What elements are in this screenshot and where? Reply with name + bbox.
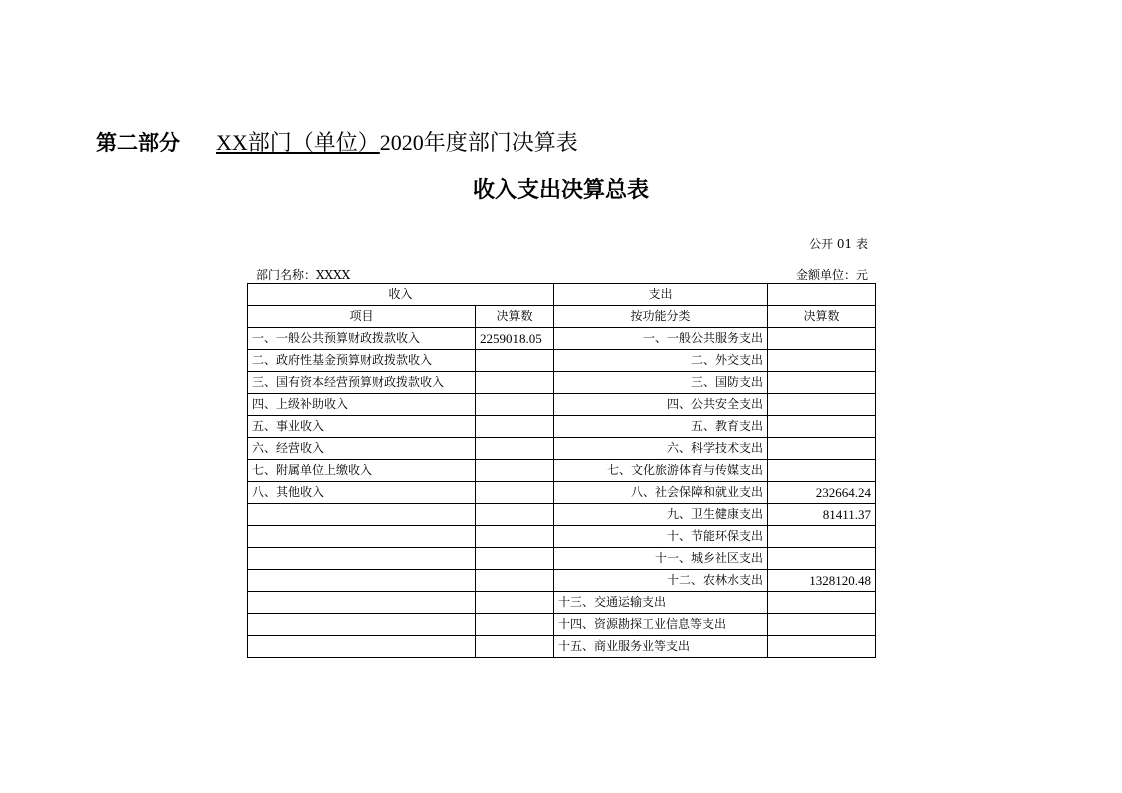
income-amount-cell	[476, 394, 554, 416]
col-item-header: 项目	[248, 306, 476, 328]
col-amount-header: 决算数	[476, 306, 554, 328]
income-item-cell: 八、其他收入	[248, 482, 476, 504]
expense-item-cell: 十三、交通运输支出	[554, 592, 768, 614]
currency-unit-label: 金额单位：元	[795, 268, 868, 282]
col-amount2-header: 决算数	[768, 306, 876, 328]
table-row	[248, 460, 876, 482]
expense-item-cell: 十二、农林水支出	[554, 570, 768, 592]
table-row	[248, 526, 876, 548]
expense-item-cell: 八、社会保障和就业支出	[554, 482, 768, 504]
income-amount-cell	[476, 504, 554, 526]
document-heading	[96, 126, 578, 157]
income-amount-cell	[476, 548, 554, 570]
table-row	[248, 372, 876, 394]
income-amount-cell	[476, 350, 554, 372]
table-row	[248, 416, 876, 438]
department-name-label: 部门名称：XXXX	[256, 268, 351, 282]
expense-amount-cell	[768, 460, 876, 482]
income-amount-cell: 2259018.05	[476, 328, 554, 350]
income-item-cell	[248, 548, 476, 570]
expense-amount-cell	[768, 328, 876, 350]
expense-item-cell: 三、国防支出	[554, 372, 768, 394]
expense-item-cell: 五、教育支出	[554, 416, 768, 438]
table-row	[248, 636, 876, 658]
heading-year-title: 2020年度部门决算表	[379, 130, 578, 155]
table-row	[248, 614, 876, 636]
expense-amount-cell: 1328120.48	[768, 570, 876, 592]
expense-amount-cell	[768, 526, 876, 548]
income-amount-cell	[476, 482, 554, 504]
expense-amount-cell	[768, 636, 876, 658]
income-amount-cell	[476, 460, 554, 482]
expense-amount-cell	[768, 350, 876, 372]
income-amount-cell	[476, 592, 554, 614]
income-item-cell	[248, 614, 476, 636]
col-function-header: 按功能分类	[554, 306, 768, 328]
income-expense-table	[247, 283, 876, 658]
expense-amount-cell	[768, 614, 876, 636]
expense-amount-cell	[768, 438, 876, 460]
column-header-row	[248, 306, 876, 328]
income-item-cell: 五、事业收入	[248, 416, 476, 438]
income-amount-cell	[476, 614, 554, 636]
expense-item-cell: 二、外交支出	[554, 350, 768, 372]
expense-amount-cell	[768, 394, 876, 416]
income-amount-cell	[476, 526, 554, 548]
expense-item-cell: 十、节能环保支出	[554, 526, 768, 548]
expense-item-cell: 十四、资源勘探工业信息等支出	[554, 614, 768, 636]
blank-header-cell	[768, 284, 876, 306]
table-title: 收入支出决算总表	[472, 177, 649, 203]
expense-amount-cell	[768, 592, 876, 614]
expense-item-cell: 七、文化旅游体育与传媒支出	[554, 460, 768, 482]
table-row	[248, 328, 876, 350]
expense-item-cell: 六、科学技术支出	[554, 438, 768, 460]
income-item-cell: 一、一般公共预算财政拨款收入	[248, 328, 476, 350]
income-amount-cell	[476, 570, 554, 592]
part-label: 第二部分	[96, 130, 180, 155]
table-row	[248, 570, 876, 592]
income-item-cell	[248, 636, 476, 658]
income-item-cell: 七、附属单位上缴收入	[248, 460, 476, 482]
income-item-cell: 三、国有资本经营预算财政拨款收入	[248, 372, 476, 394]
table-row	[248, 504, 876, 526]
department-name-underlined: XX部门（单位）	[216, 130, 380, 155]
form-number: 公开 01 表	[809, 237, 868, 251]
income-item-cell: 四、上级补助收入	[248, 394, 476, 416]
expense-item-cell: 一、一般公共服务支出	[554, 328, 768, 350]
expense-item-cell: 十五、商业服务业等支出	[554, 636, 768, 658]
income-amount-cell	[476, 372, 554, 394]
table-row	[248, 394, 876, 416]
income-item-cell	[248, 526, 476, 548]
table-header-row	[248, 284, 876, 306]
income-item-cell: 六、经营收入	[248, 438, 476, 460]
expense-item-cell: 九、卫生健康支出	[554, 504, 768, 526]
expense-amount-cell	[768, 416, 876, 438]
table-row	[248, 350, 876, 372]
income-header: 收入	[248, 284, 554, 306]
expense-amount-cell: 81411.37	[768, 504, 876, 526]
expense-item-cell: 十一、城乡社区支出	[554, 548, 768, 570]
expense-amount-cell: 232664.24	[768, 482, 876, 504]
expense-header: 支出	[554, 284, 768, 306]
income-amount-cell	[476, 438, 554, 460]
income-item-cell	[248, 504, 476, 526]
table-row	[248, 548, 876, 570]
table-row	[248, 438, 876, 460]
income-amount-cell	[476, 416, 554, 438]
table-row	[248, 482, 876, 504]
expense-amount-cell	[768, 548, 876, 570]
table-row	[248, 592, 876, 614]
expense-amount-cell	[768, 372, 876, 394]
income-item-cell: 二、政府性基金预算财政拨款收入	[248, 350, 476, 372]
expense-item-cell: 四、公共安全支出	[554, 394, 768, 416]
income-amount-cell	[476, 636, 554, 658]
income-item-cell	[248, 570, 476, 592]
income-item-cell	[248, 592, 476, 614]
